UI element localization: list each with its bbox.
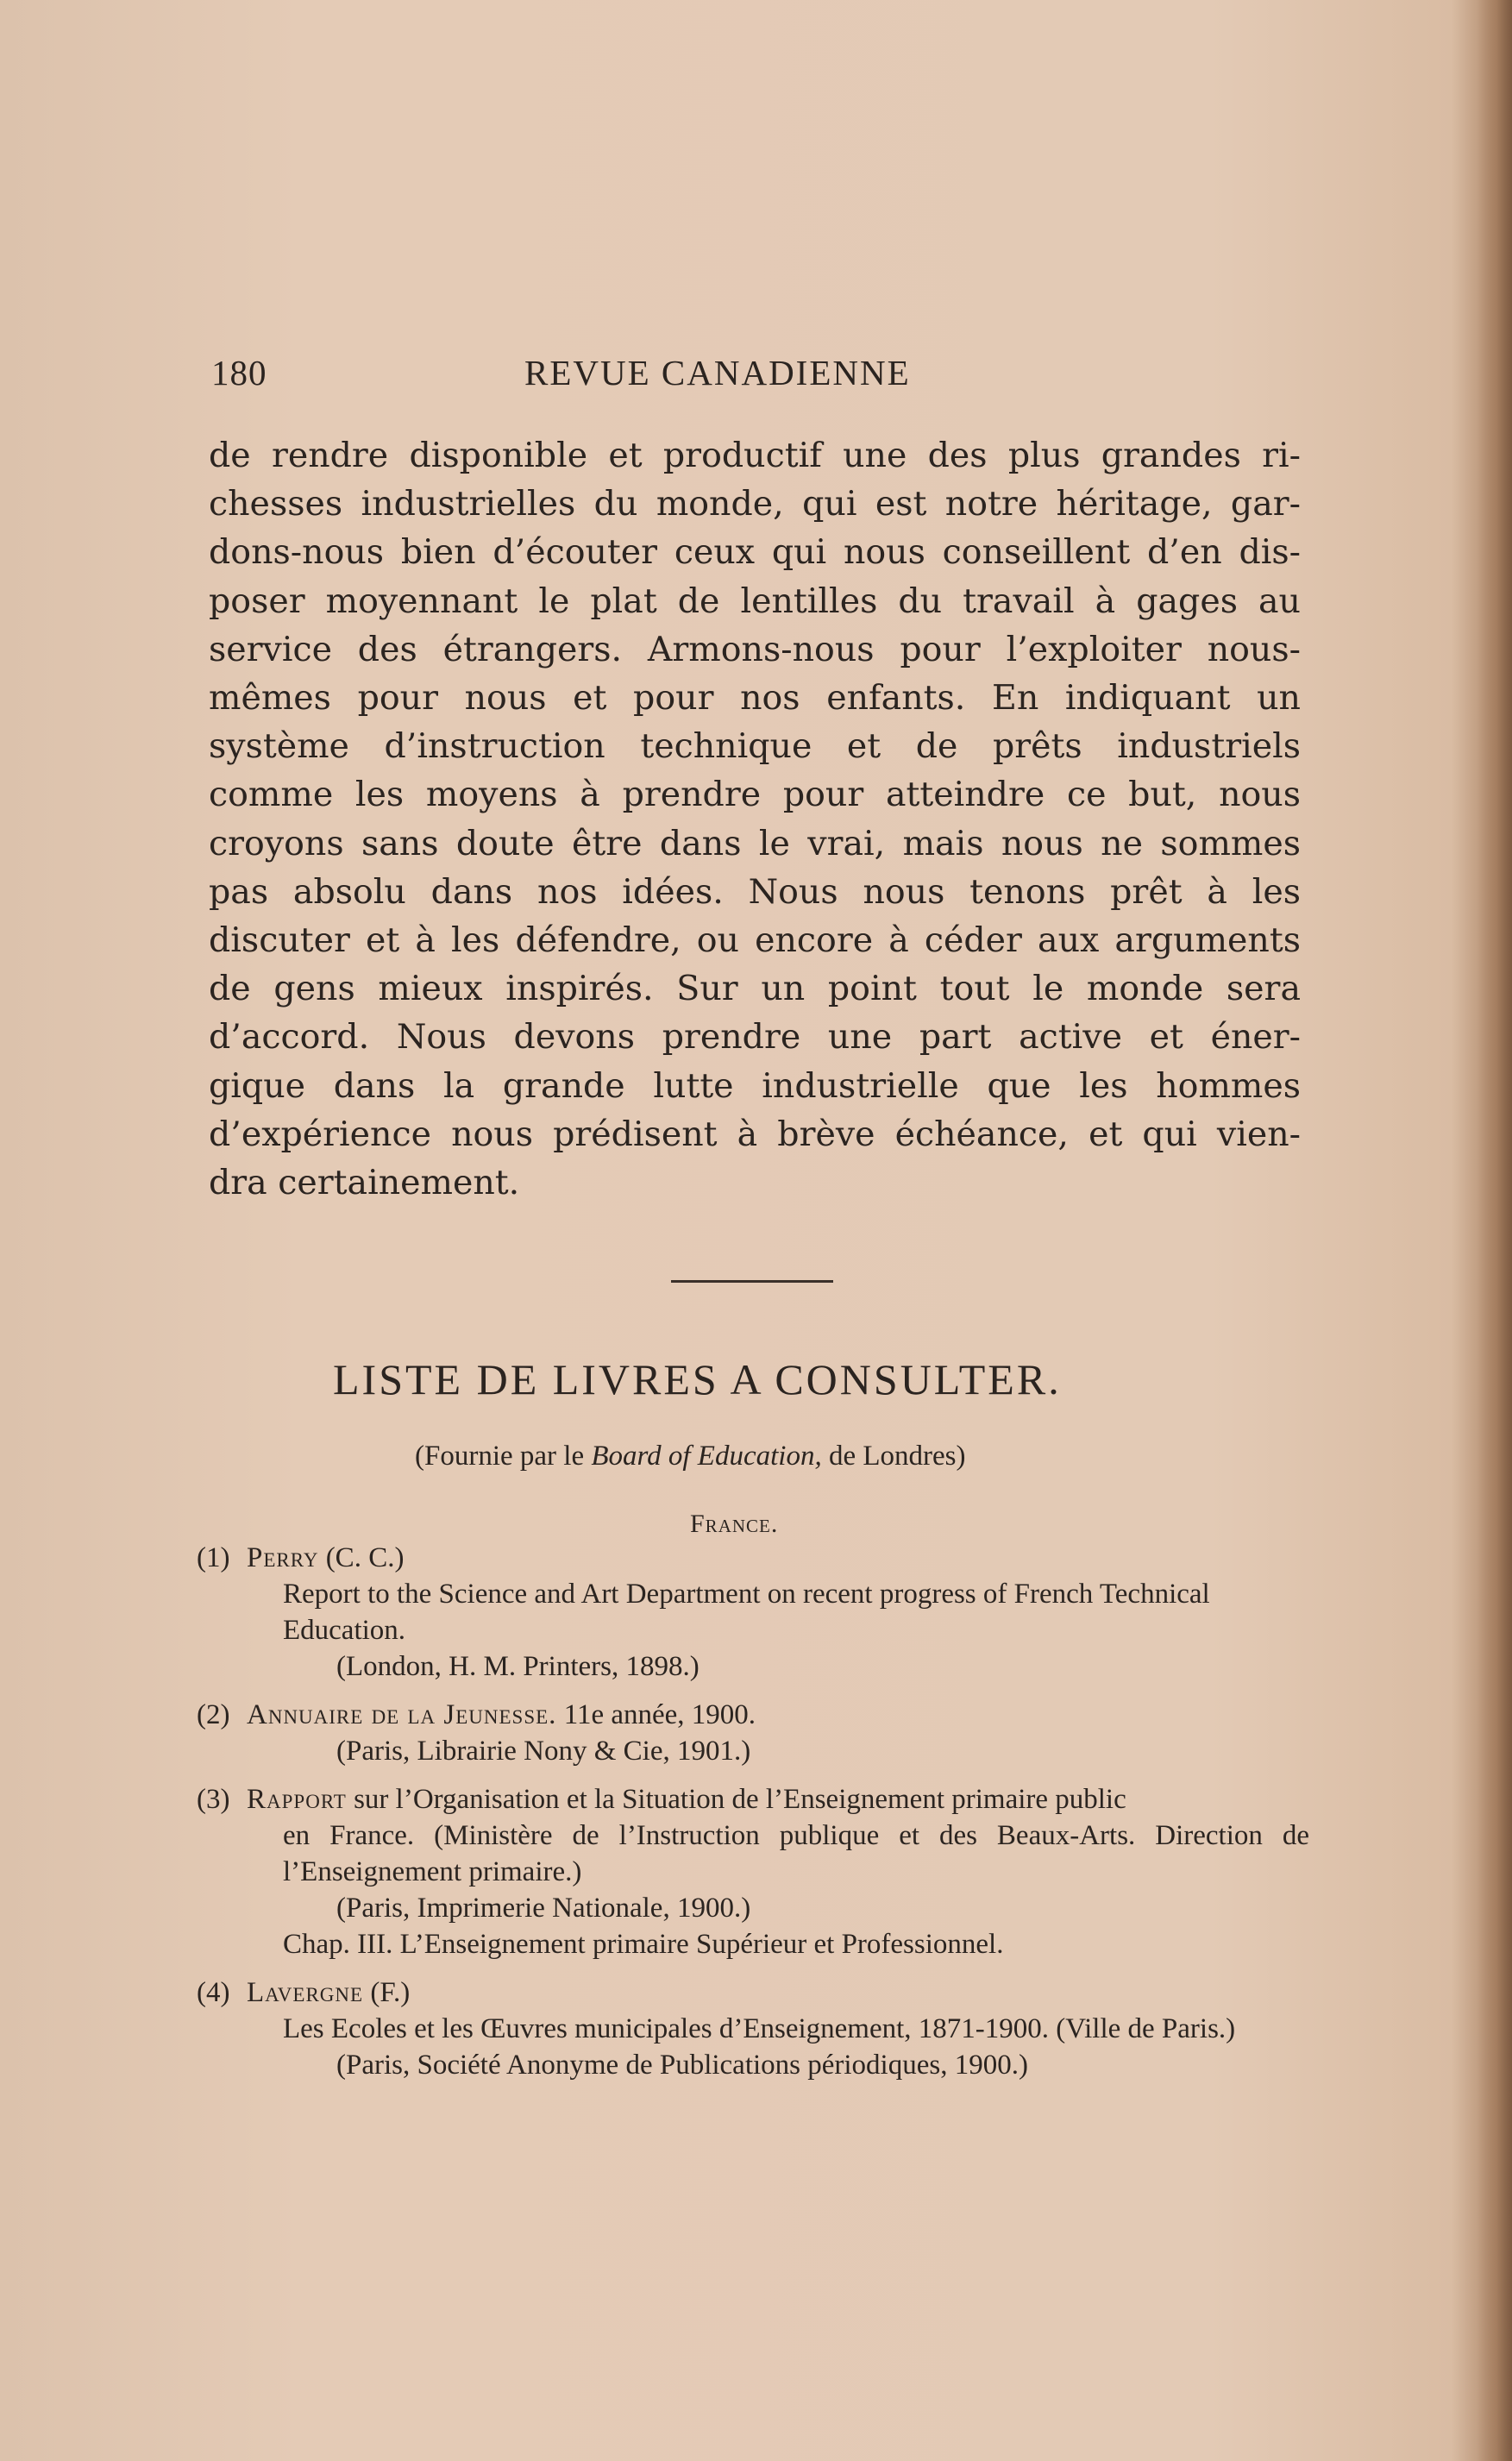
reference-detail: en France. (Ministère de l’Instruction publique et des Beaux-Arts. Direction de l’Enseignement primaire.) (283, 1820, 1309, 1887)
body-line: pas absolu dans nos idées. Nous nous tenons prêt à les (209, 871, 1301, 912)
reference-publisher: (Paris, Imprimerie Nationale, 1900.) (336, 1893, 751, 1924)
body-line: discuter et à les défendre, ou encore à céder aux arguments (209, 920, 1301, 961)
reference-author: Annuaire de la Jeunesse. (247, 1699, 557, 1730)
reference-heading-rest: 11e année, 1900. (556, 1699, 756, 1730)
reference-publisher: (London, H. M. Printers, 1898.) (336, 1651, 700, 1682)
section-subtitle (415, 1441, 1191, 1472)
reference-author: Rapport (247, 1784, 347, 1815)
body-line: mêmes pour nous et pour nos enfants. En indiquant un (209, 678, 1301, 719)
section-divider (671, 1280, 833, 1283)
body-line: d’expérience nous prédisent à brève échéance, et qui vien- (209, 1114, 1301, 1154)
body-line: dra certainement. (209, 1163, 520, 1203)
reference-heading (197, 1974, 1309, 2011)
body-line: dons-nous bien d’écouter ceux qui nous conseillent d’en dis- (209, 532, 1301, 573)
reference-heading (197, 1540, 1309, 1576)
reference-author: Perry (247, 1542, 319, 1573)
body-line: comme les moyens à prendre pour atteindre ce but, nous (209, 775, 1301, 815)
reference-entry (197, 1697, 1309, 1769)
reference-number: (1) (197, 1542, 230, 1573)
reference-number: (2) (197, 1699, 230, 1730)
page-edge-shadow (1477, 0, 1512, 2461)
reference-heading-rest: sur l’Organisation et la Situation de l’Enseignement primaire public (346, 1784, 1126, 1815)
reference-author: Lavergne (247, 1977, 364, 2008)
body-line: d’accord. Nous devons prendre une part active et éner- (209, 1017, 1301, 1058)
reference-heading-rest: (C. C.) (318, 1542, 405, 1573)
body-line: gique dans la grande lutte industrielle que les hommes (209, 1065, 1301, 1106)
reference-entry (197, 1781, 1309, 1962)
subtitle-emphasis: Board of Education, (591, 1441, 822, 1472)
body-line: poser moyennant le plat de lentilles du travail à gages au (209, 581, 1301, 621)
body-line: service des étrangers. Armons-nous pour l’exploiter nous- (209, 629, 1301, 669)
reference-heading-rest: (F.) (363, 1977, 411, 2008)
reference-entry (197, 1974, 1309, 2083)
reference-publisher: (Paris, Société Anonyme de Publications périodiques, 1900.) (336, 2050, 1028, 2081)
body-line: de gens mieux inspirés. Sur un point tout le monde sera (209, 969, 1301, 1009)
reference-list (197, 1540, 1309, 2095)
reference-entry (197, 1540, 1309, 1685)
running-head-title: REVUE CANADIENNE (524, 353, 911, 392)
body-line: chesses industrielles du monde, qui est notre héritage, gar- (209, 484, 1301, 524)
reference-number: (3) (197, 1784, 230, 1815)
body-line: croyons sans doute être dans le vrai, mais nous ne sommes (209, 823, 1301, 863)
subtitle-prefix: (Fournie par le (415, 1441, 592, 1472)
section-title: LISTE DE LIVRES A CONSULTER. (333, 1355, 1062, 1403)
reference-heading (197, 1781, 1309, 1817)
running-header (211, 352, 1304, 395)
page-number: 180 (211, 353, 267, 392)
body-line: système d’instruction technique et de prêts industriels (209, 726, 1301, 767)
body-line: de rendre disponible et productif une des plus grandes ri- (209, 436, 1301, 475)
reference-publisher: (Paris, Librairie Nony & Cie, 1901.) (336, 1736, 751, 1767)
body-paragraph (209, 431, 1301, 1207)
reference-chapter: Chap. III. L’Enseignement primaire Supérieur et Professionnel. (283, 1929, 1004, 1960)
reference-number: (4) (197, 1977, 230, 2008)
reference-detail: Les Ecoles et les Œuvres municipales d’Enseignement, 1871-1900. (Ville de Paris.) (283, 2013, 1236, 2044)
country-heading: France. (690, 1510, 779, 1538)
reference-heading (197, 1697, 1309, 1733)
reference-detail: Report to the Science and Art Department on recent progress of French Technical Education. (283, 1579, 1210, 1646)
subtitle-suffix: de Londres) (821, 1441, 966, 1472)
